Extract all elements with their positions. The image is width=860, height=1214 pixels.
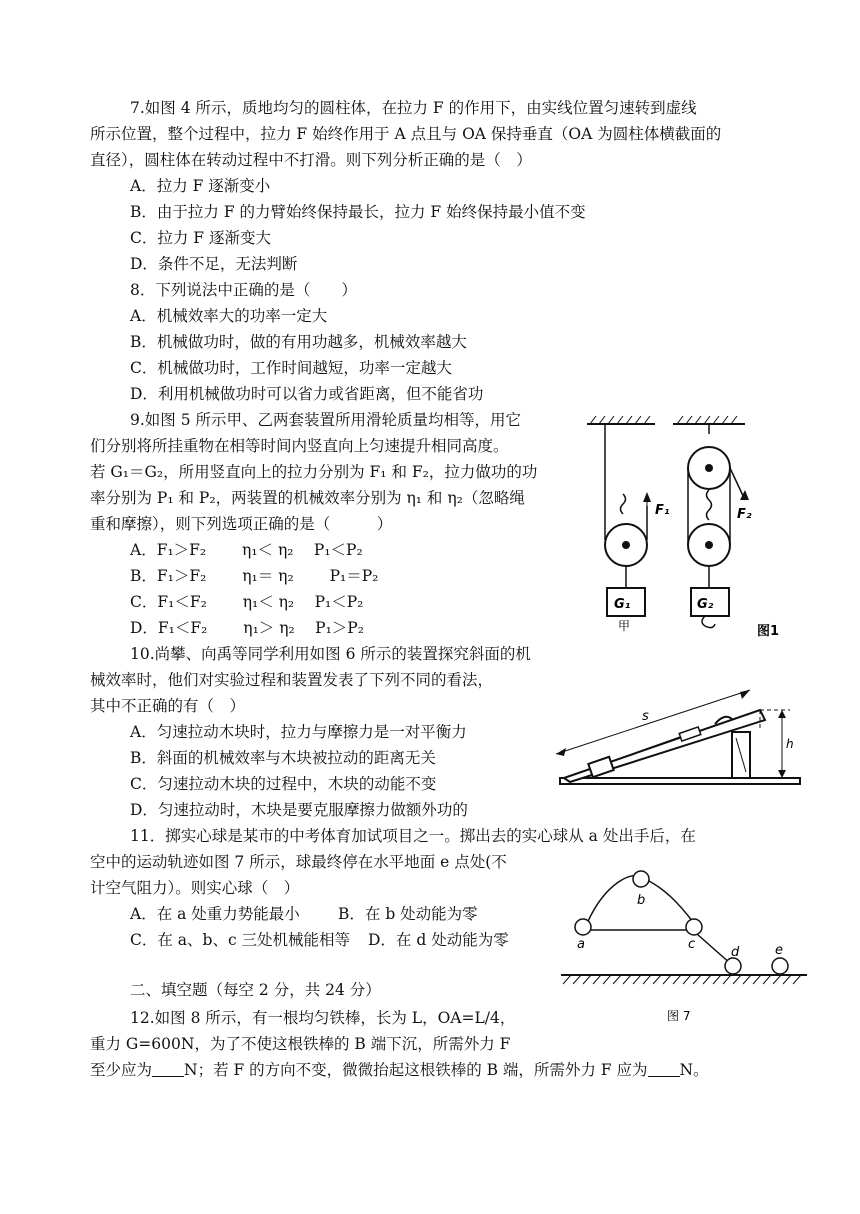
point-b-label: b bbox=[637, 893, 646, 908]
q9-option-d: D．F₁＜F₂ η₁＞ η₂ P₁＞P₂ bbox=[130, 619, 364, 637]
q10-stem-line-2: 械效率时，他们对实验过程和装置发表了下列不同的看法， bbox=[90, 671, 494, 689]
q10-option-b: B．斜面的机械效率与木块被拉动的距离无关 bbox=[130, 749, 436, 767]
point-c-label: c bbox=[688, 937, 696, 952]
point-e-label: e bbox=[775, 943, 783, 958]
incline-figure bbox=[550, 690, 810, 795]
q12-line-3-part-c: N。 bbox=[679, 1061, 709, 1079]
q11-stem-line-1: 11．掷实心球是某市的中考体育加试项目之一。掷出去的实心球从 a 处出手后，在 bbox=[130, 827, 696, 845]
q9-option-b: B．F₁＞F₂ η₁＝ η₂ P₁＝P₂ bbox=[130, 567, 379, 585]
q11-stem-line-3: 计空气阻力）。则实心球（ ） bbox=[90, 879, 300, 897]
point-a-label: a bbox=[577, 937, 585, 952]
q8-stem: 8．下列说法中正确的是（ ） bbox=[130, 281, 357, 299]
q11-option-c: C．在 a、b、c 三处机械能相等 bbox=[130, 931, 351, 949]
q7-option-c: C．拉力 F 逐渐变大 bbox=[130, 229, 271, 247]
q11-option-a: A．在 a 处重力势能最小 bbox=[130, 905, 300, 923]
q8-option-b: B．机械做功时，做的有用功越多，机械效率越大 bbox=[130, 333, 467, 351]
label-f1: F₁ bbox=[655, 503, 670, 518]
q8-option-c: C．机械做功时，工作时间越短，功率一定越大 bbox=[130, 359, 452, 377]
label-g1: G₁ bbox=[614, 597, 631, 612]
q7-option-a: A．拉力 F 逐渐变小 bbox=[130, 177, 271, 195]
figure-caption-1: 图1 bbox=[757, 624, 780, 639]
q12-line-3 bbox=[90, 1057, 709, 1083]
q12-line-1: 12.如图 8 所示，有一根均匀铁棒，长为 L，OA=L/4， bbox=[130, 1009, 516, 1027]
q7-option-d: D．条件不足，无法判断 bbox=[130, 255, 298, 273]
q7-stem-line-3: 直径），圆柱体在转动过程中不打滑。则下列分析正确的是（ ） bbox=[90, 151, 532, 169]
label-s: s bbox=[642, 709, 649, 724]
label-h: h bbox=[786, 737, 794, 751]
q10-option-c: C．匀速拉动木块的过程中，木块的动能不变 bbox=[130, 775, 437, 793]
q12-line-2: 重力 G=600N，为了不使这根铁棒的 B 端下沉，所需外力 F bbox=[90, 1035, 511, 1053]
answer-blank-1[interactable] bbox=[152, 1060, 184, 1077]
q7-stem-line-2: 所示位置，整个过程中，拉力 F 始终作用于 A 点且与 OA 保持垂直（OA 为圆柱体横截面的 bbox=[90, 125, 722, 143]
pulley-figure bbox=[585, 410, 845, 650]
arrow-up-icon bbox=[643, 492, 651, 502]
q9-stem-line-2: 们分别将所挂重物在相等时间内竖直向上匀速提升相同高度。 bbox=[90, 437, 509, 455]
q9-stem-line-1: 9.如图 5 所示甲、乙两套装置所用滑轮质量均相等，用它 bbox=[130, 411, 522, 429]
q10-stem-line-1: 10.尚攀、向禹等同学利用如图 6 所示的装置探究斜面的机 bbox=[130, 645, 531, 663]
section-2-heading: 二、填空题（每空 2 分，共 24 分） bbox=[130, 981, 381, 999]
label-g2: G₂ bbox=[697, 597, 714, 612]
label-f2: F₂ bbox=[737, 507, 752, 522]
q11-stem-line-2: 空中的运动轨迹如图 7 所示，球最终停在水平地面 e 点处(不 bbox=[90, 853, 507, 871]
q9-option-a: A．F₁＞F₂ η₁＜ η₂ P₁＜P₂ bbox=[130, 541, 363, 559]
trajectory-figure bbox=[555, 860, 815, 1025]
q8-option-d: D．利用机械做功时可以省力或省距离，但不能省功 bbox=[130, 385, 484, 403]
q10-stem-line-3: 其中不正确的有（ ） bbox=[90, 697, 246, 715]
answer-blank-2[interactable] bbox=[648, 1060, 680, 1077]
q11-option-b: B．在 b 处动能为零 bbox=[338, 905, 478, 923]
q12-line-3-part-a: 至少应为 bbox=[90, 1061, 153, 1079]
q9-stem-line-3: 若 G₁＝G₂，所用竖直向上的拉力分别为 F₁ 和 F₂，拉力做功的功 bbox=[90, 463, 538, 481]
figure-caption-7: 图 7 bbox=[667, 1009, 691, 1023]
q7-option-b: B．由于拉力 F 的力臂始终保持最长，拉力 F 始终保持最小值不变 bbox=[130, 203, 586, 221]
q12-line-3-part-b: N；若 F 的方向不变，微微抬起这根铁棒的 B 端，所需外力 F 应为 bbox=[184, 1061, 648, 1079]
q9-stem-line-5: 重和摩擦），则下列选项正确的是（ ） bbox=[90, 515, 393, 533]
q10-option-a: A．匀速拉动木块时，拉力与摩擦力是一对平衡力 bbox=[130, 723, 467, 741]
q8-option-a: A．机械效率大的功率一定大 bbox=[130, 307, 328, 325]
point-d-label: d bbox=[731, 945, 740, 960]
label-jia: 甲 bbox=[618, 619, 631, 633]
q7-stem-line-1: 7.如图 4 所示，质地均匀的圆柱体，在拉力 F 的作用下，由实线位置匀速转到虚线 bbox=[130, 99, 697, 117]
q10-option-d: D．匀速拉动时，木块是要克服摩擦力做额外功的 bbox=[130, 801, 468, 819]
q9-option-c: C．F₁＜F₂ η₁＜ η₂ P₁＜P₂ bbox=[130, 593, 364, 611]
q9-stem-line-4: 率分别为 P₁ 和 P₂，两装置的机械效率分别为 η₁ 和 η₂（忽略绳 bbox=[90, 489, 525, 507]
q11-option-d: D．在 d 处动能为零 bbox=[368, 931, 509, 949]
